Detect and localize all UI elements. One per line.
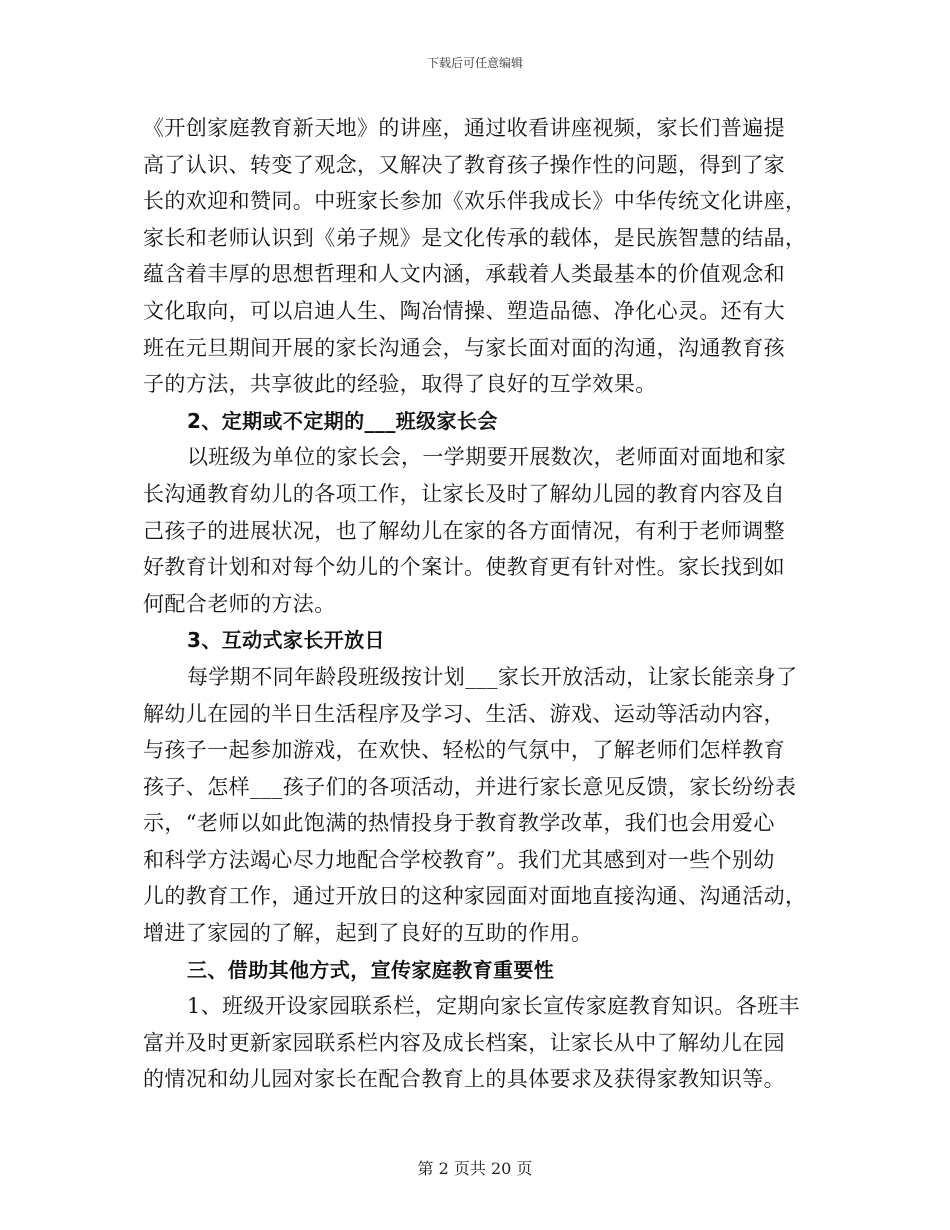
text-line: 解幼儿在园的半日生活程序及学习、生活、游戏、运动等活动内容， (143, 701, 785, 726)
text-line: 示，“老师以如此饱满的热情投身于教育教学改革，我们也会用爱心 (143, 811, 775, 836)
section-heading: 3、互动式家长开放日 (187, 628, 385, 653)
text-line: 好教育计划和对每个幼儿的个案计。使教育更有针对性。家长找到如 (143, 555, 785, 580)
text-line: 班在元旦期间开展的家长沟通会，与家长面对面的沟通，沟通教育孩 (143, 335, 785, 360)
text-line: 子的方法，共享彼此的经验，取得了良好的互学效果。 (143, 372, 657, 397)
section-heading: 三、借助其他方式，宣传家庭教育重要性 (187, 957, 555, 982)
text-line: 己孩子的进展状况，也了解幼儿在家的各方面情况，有利于老师调整 (143, 518, 785, 543)
text-line: 长沟通教育幼儿的各项工作，让家长及时了解幼儿园的教育内容及自 (143, 481, 785, 506)
text-line: 1、班级开设家园联系栏，定期向家长宣传家庭教育知识。各班丰 (187, 994, 800, 1019)
text-line: 的情况和幼儿园对家长在配合教育上的具体要求及获得家教知识等。 (143, 1067, 785, 1092)
text-line: 孩子、怎样___孩子们的各项活动，并进行家长意见反馈，家长纷纷表 (143, 774, 797, 799)
text-line: 以班级为单位的家长会，一学期要开展数次，老师面对面地和家 (187, 445, 787, 470)
text-line: 每学期不同年龄段班级按计划___家长开放活动，让家长能亲身了 (187, 664, 798, 689)
text-line: 蕴含着丰厚的思想哲理和人文内涵，承载着人类最基本的价值观念和 (143, 262, 785, 287)
text-line: 家长和老师认识到《弟子规》是文化传承的载体，是民族智慧的结晶， (143, 225, 807, 250)
text-line: 高了认识、转变了观念，又解决了教育孩子操作性的问题，得到了家 (143, 152, 785, 177)
text-line: 儿的教育工作，通过开放日的这种家园面对面地直接沟通、沟通活动， (143, 884, 807, 909)
page-footer: 第 2 页共 20 页 (417, 1159, 533, 1178)
page-header: 下载后可任意编辑 (426, 56, 523, 70)
document-body (143, 110, 808, 1098)
text-line: 《开创家庭教育新天地》的讲座，通过收看讲座视频，家长们普遍提 (143, 116, 785, 140)
section-heading: 2、定期或不定期的___班级家长会 (187, 408, 498, 433)
text-line: 长的欢迎和赞同。中班家长参加《欢乐伴我成长》中华传统文化讲座， (143, 189, 807, 214)
text-line: 和科学方法竭心尽力地配合学校教育”。我们尤其感到对一些个别幼 (143, 847, 775, 872)
text-line: 与孩子一起参加游戏，在欢快、轻松的气氛中，了解老师们怎样教育 (143, 738, 785, 763)
text-line: 富并及时更新家园联系栏内容及成长档案，让家长从中了解幼儿在园 (143, 1030, 785, 1055)
text-line: 文化取向，可以启迪人生、陶冶情操、塑造品德、净化心灵。还有大 (143, 298, 785, 323)
text-line: 增进了家园的了解，起到了良好的互助的作用。 (143, 921, 593, 946)
text-line: 何配合老师的方法。 (143, 591, 336, 616)
